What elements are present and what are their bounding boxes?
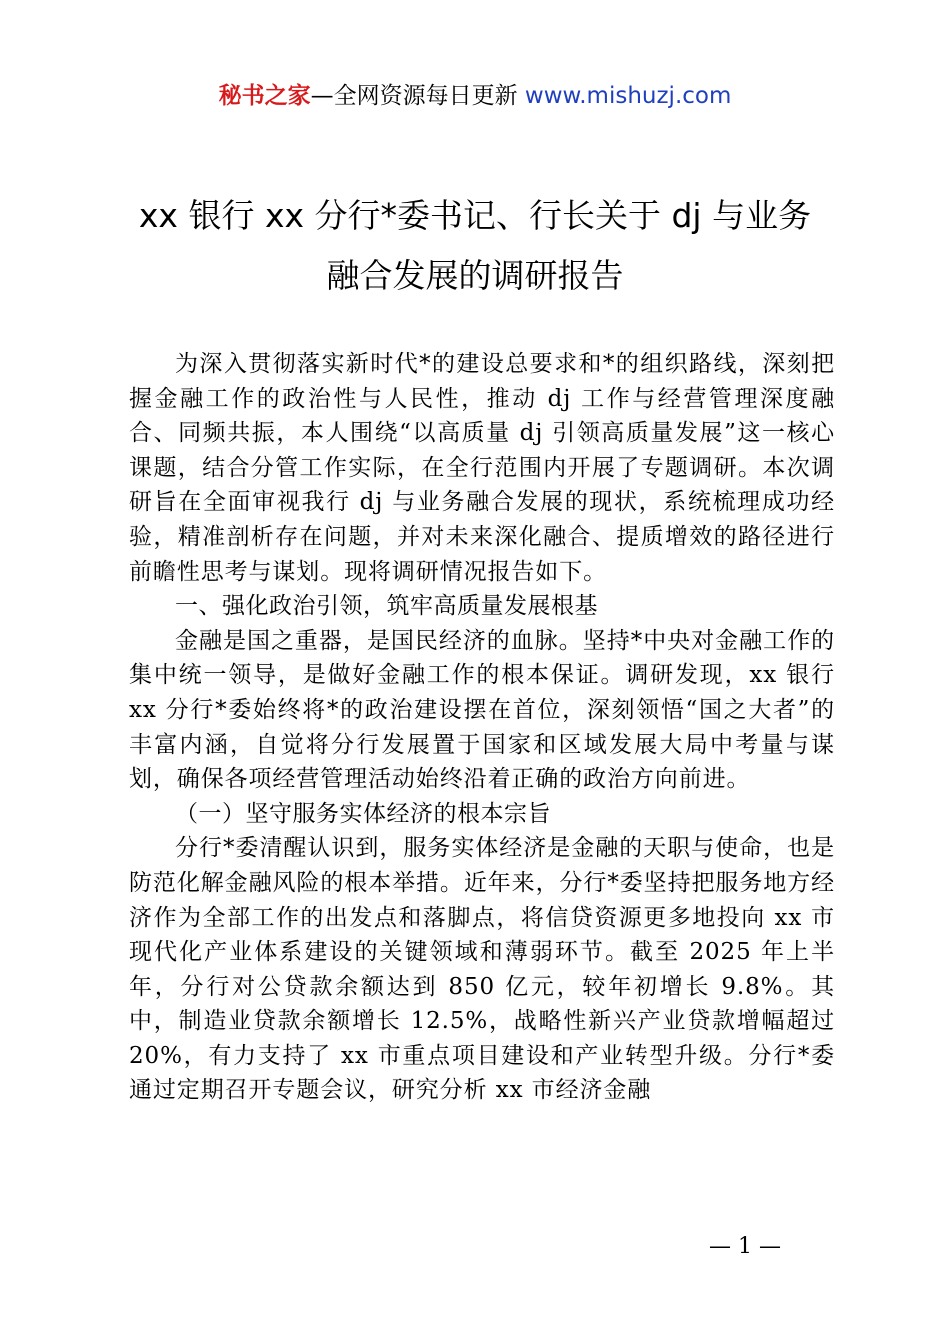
section-heading-1: 一、强化政治引领，筑牢高质量发展根基 — [175, 593, 598, 620]
title-line-1: xx 银行 xx 分行*委书记、行长关于 dj 与业务 — [138, 196, 812, 235]
body-paragraph: 分行*委清醒认识到，服务实体经济是金融的天职与使命，也是防范化解金融风险的根本举措。近年来，分行*委坚持把服务地方经济作为全部工作的出发点和落脚点，将信贷资源更多地投向 xx 市现代化产业体系建设的关键领域和薄弱环节。截至 2025 年上半年，分行对公贷款余额达到 850 亿元，较年初增长 9.8%。其中，制造业贷款余额增长 12.5%，战略性新兴产业贷款增幅超过 20%，有力支持了 xx 市重点项目建设和产业转型升级。分行*委通过定期召开专题会议，研究分析 xx 市经济金融 — [129, 835, 835, 1104]
banner-brand: 秘书之家 — [218, 83, 311, 109]
banner-url-link[interactable]: www.mishuzj.com — [524, 83, 732, 109]
page-number: — 1 — — [709, 1234, 781, 1259]
document-body — [129, 347, 835, 1108]
body-paragraph: 金融是国之重器，是国民经济的血脉。坚持*中央对金融工作的集中统一领导，是做好金融工作的根本保证。调研发现，xx 银行 xx 分行*委始终将*的政治建设摆在首位，深刻领悟“国之大者”的丰富内涵，自觉将分行发展置于国家和区域发展大局中考量与谋划，确保各项经营管理活动始终沿着正确的政治方向前进。 — [129, 627, 835, 793]
title-line-2: 融合发展的调研报告 — [326, 256, 624, 295]
document-title — [100, 186, 850, 306]
intro-paragraph: 为深入贯彻落实新时代*的建设总要求和*的组织路线，深刻把握金融工作的政治性与人民性，推动 dj 工作与经营管理深度融合、同频共振，本人围绕“以高质量 dj 引领高质量发展”这一核心课题，结合分管工作实际，在全行范围内开展了专题调研。本次调研旨在全面审视我行 dj 与业务融合发展的现状，系统梳理成功经验，精准剖析存在问题，并对未来深化融合、提质增效的路径进行前瞻性思考与谋划。现将调研情况报告如下。 — [129, 351, 835, 585]
site-banner — [0, 80, 950, 112]
subsection-heading-1: （一）坚守服务实体经济的根本宗旨 — [175, 800, 551, 827]
banner-tagline: —全网资源每日更新 — [310, 83, 525, 109]
